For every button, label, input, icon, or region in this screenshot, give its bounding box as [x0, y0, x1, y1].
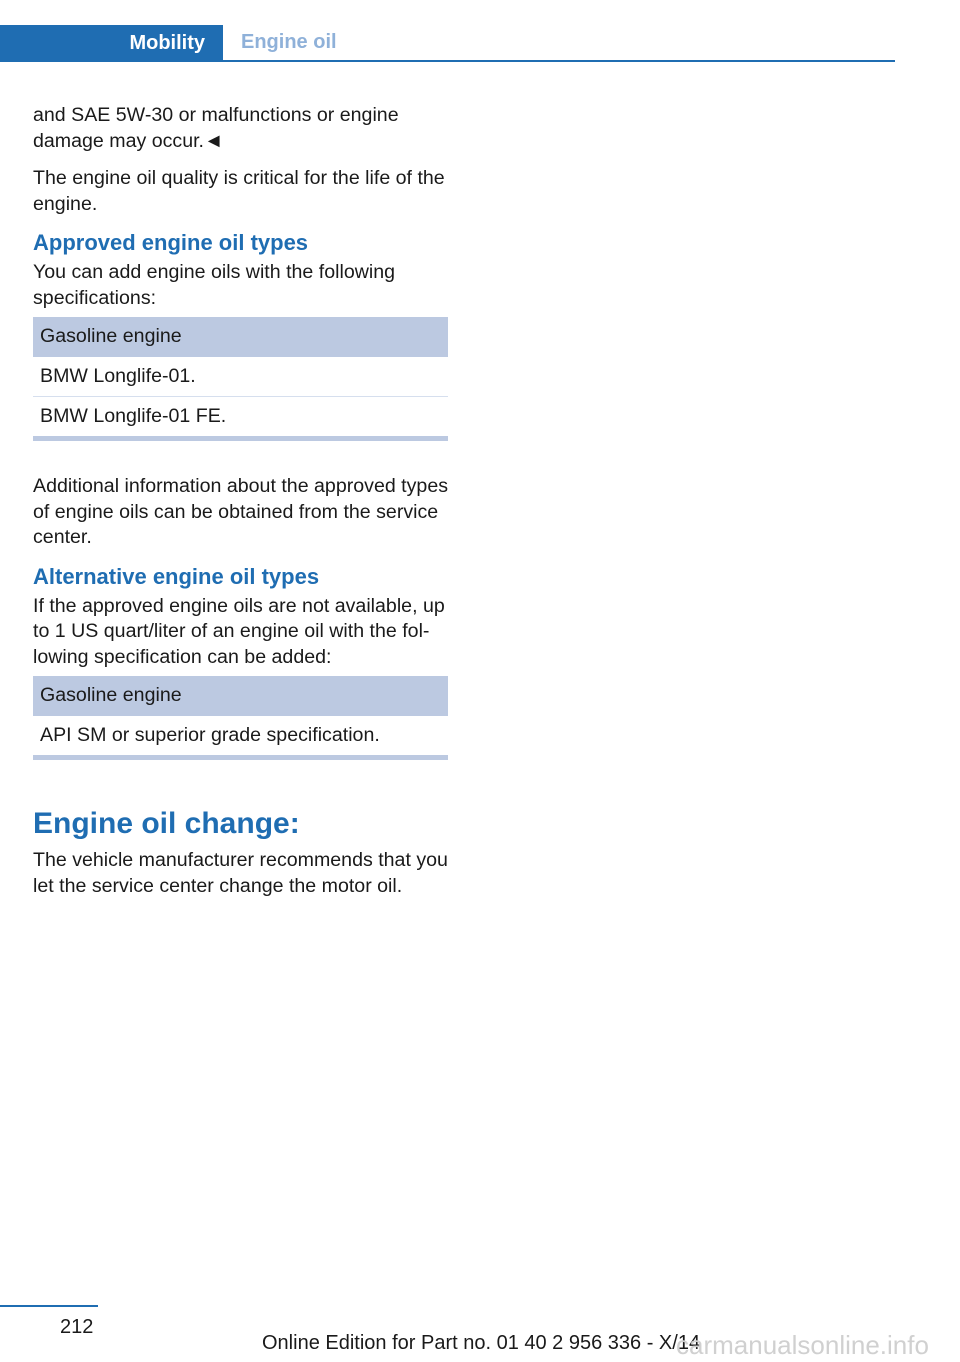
alternative-intro: If the approved engine oils are not available, up to 1 US quart/liter of an engine oil with the fol‐lowing specification can be added: [33, 594, 445, 668]
approved-spec-table [33, 317, 448, 441]
table-row [33, 397, 448, 439]
main-content [33, 103, 448, 911]
edition-text: Online Edition for Part no. 01 40 2 956 336 - X/14 [262, 1332, 701, 1354]
header-section-tab: Mobility [0, 25, 223, 62]
table-cell: API SM or superior grade specification. [40, 723, 380, 746]
heading-approved-oil-types: Approved engine oil types [33, 230, 309, 255]
table-row [33, 716, 448, 758]
header-topic-tab: Engine oil [241, 31, 337, 53]
table-cell: BMW Longlife-01 FE. [33, 397, 448, 439]
table-header: Gasoline engine [33, 676, 448, 716]
footer-rule [0, 1305, 98, 1307]
table-row [33, 357, 448, 397]
table-cell: BMW Longlife-01. [40, 364, 196, 387]
approved-note: Additional information about the approved types of engine oils can be obtained from the service center. [33, 475, 449, 548]
page-number: 212 [60, 1316, 94, 1338]
table-header: Gasoline engine [33, 317, 448, 357]
alternative-spec-table [33, 676, 448, 760]
watermark: carmanualsonline.info [676, 1330, 929, 1360]
page-header [0, 25, 895, 62]
paragraph-oil-quality: The engine oil quality is critical for the life of the engine. [33, 167, 445, 215]
approved-intro: You can add engine oils with the following specifications: [33, 261, 396, 309]
engine-oil-change-text: The vehicle manufacturer recommends that you let the service center change the motor oil. [33, 849, 448, 897]
heading-alternative-oil-types: Alternative engine oil types [33, 563, 320, 589]
heading-engine-oil-change: Engine oil change: [33, 807, 300, 840]
paragraph-continued-warning: and SAE 5W-30 or malfunctions or engine damage may occur.◄ [33, 104, 399, 152]
